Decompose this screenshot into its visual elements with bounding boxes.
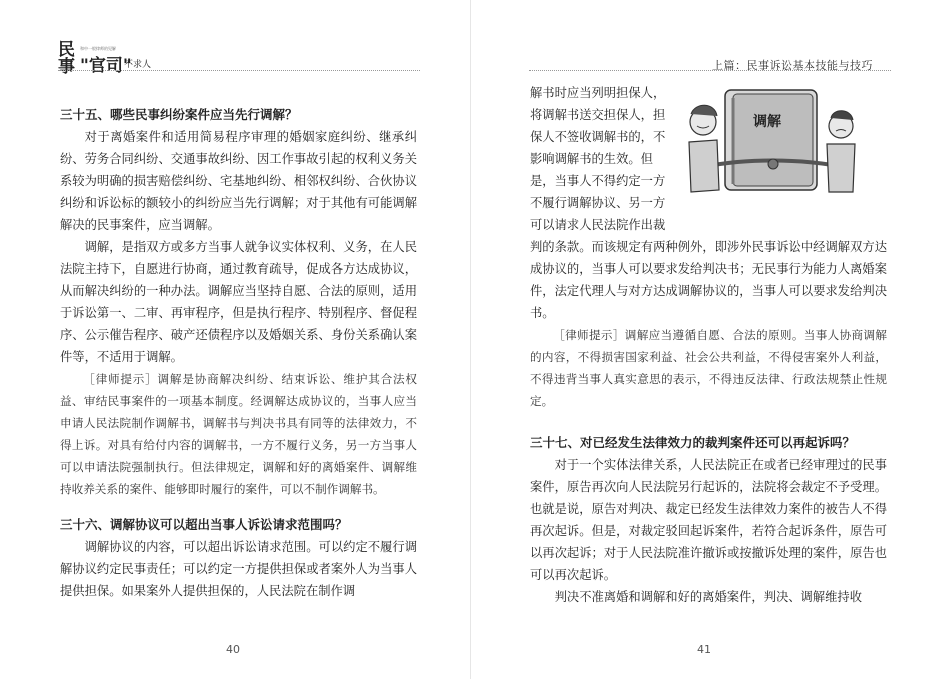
question-37-paragraph: 判决不准离婚和调解和好的离婚案件，判决、调解维持收	[554, 590, 863, 604]
running-head: 上篇：民事诉讼基本技能与技巧	[712, 59, 873, 72]
page-number: 40	[226, 643, 240, 656]
wrap-line: 可以请求人民法院作出裁	[530, 218, 666, 232]
question-36-paragraph: 调解协议的内容，可以超出诉讼请求范围。可以约定不履行调解协议约定民事责任；可以约定一方提供担保或者案外人为当事人提供担保。如果案外人提供担保的，人民法院在制作调	[60, 540, 417, 598]
logo-buqiu: 不求人	[124, 60, 152, 70]
wrap-line: 不履行调解协议、另一方	[530, 196, 666, 210]
question-37-title: 三十七、对已经发生法律效力的裁判案件还可以再起诉吗？	[530, 435, 856, 450]
question-36-title: 三十六、调解协议可以超出当事人诉讼请求范围吗？	[60, 517, 348, 532]
header-rule	[58, 70, 420, 71]
question-35-paragraph: 对于离婚案件和适用简易程序审理的婚姻家庭纠纷、继承纠纷、劳务合同纠纷、交通事故纠纷、因工作事故引起的权利义务关系较为明确的损害赔偿纠纷、宅基地纠纷、相邻权纠纷、合伙协议纠纷和诉讼标的额较小的纠纷应当先行调解；对于其他有可能调解解决的民事案件，应当调解。	[60, 130, 417, 232]
question-37-paragraph: 对于一个实体法律关系，人民法院正在或者已经审理过的民事案件，原告再次向人民法院另行起诉的，法院将会裁定不予受理。也就是说，原告对判决、裁定已经发生法律效力案件的被告人不得再次起诉。但是，对裁定驳回起诉案件，若符合起诉条件，原告可以再次起诉；对于人民法院准许撤诉或按撤诉处理的案件，原告也可以再次起诉。	[530, 458, 887, 582]
lawyer-tip: ［律师提示］调解是协商解决纠纷、结束诉讼、维护其合法权益、审结民事案件的一项基本制度。经调解达成协议的，当事人应当申请人民法院制作调解书，调解书与判决书具有同等的法律效力，不得上诉。对具有给付内容的调解书，一方不履行义务，另一方当事人可以申请法院强制执行。但法律规定，调解和好的离婚案件、调解维持收养关系的案件、能够即时履行的案件，可以不制作调解书。	[60, 372, 417, 496]
right-page	[471, 0, 942, 679]
wrap-line: 是，当事人不得约定一方	[530, 174, 666, 188]
logo-minshi: 民事	[58, 40, 75, 77]
right-text-column	[530, 82, 887, 608]
continuation-paragraph: 判的条款。而该规定有两种例外，即涉外民事诉讼中经调解双方达成协议的，当事人可以要求发给判决书；无民事行为能力人离婚案件，法定代理人与对方达成调解协议的，当事人可以要求发给判决书。	[530, 240, 887, 320]
question-35-title: 三十五、哪些民事纠纷案件应当先行调解？	[60, 107, 298, 122]
left-text-column	[60, 104, 417, 602]
book-label: 调解	[753, 114, 781, 130]
page-number: 41	[697, 643, 711, 656]
logo-guansi: "官司"	[80, 56, 132, 76]
logo-tagline: 和中一般律师的见解	[80, 46, 116, 51]
lawyer-tip: ［律师提示］调解应当遵循自愿、合法的原则。当事人协商调解的内容，不得损害国家利益、社会公共利益，不得侵害案外人利益，不得违背当事人真实意思的表示，不得违反法律、行政法规禁止性规定。	[530, 328, 887, 408]
wrap-line: 保人不签收调解书的，不	[530, 130, 666, 144]
wrap-line: 将调解书送交担保人，担	[530, 108, 666, 122]
wrap-line: 解书时应当列明担保人，	[530, 86, 666, 100]
question-35-paragraph: 调解，是指双方或多方当事人就争议实体权利、义务，在人民法院主持下，自愿进行协商，通过教育疏导，促成各方达成协议，从而解决纠纷的一种办法。调解应当坚持自愿、合法的原则，适用于诉讼第一、二审、再审程序，但是执行程序、特别程序、督促程序、公示催告程序、破产还债程序以及婚姻关系、身份关系确认案件等，不适用于调解。	[60, 240, 417, 364]
header-rule	[529, 70, 891, 71]
wrap-line: 影响调解书的生效。但	[530, 152, 653, 166]
